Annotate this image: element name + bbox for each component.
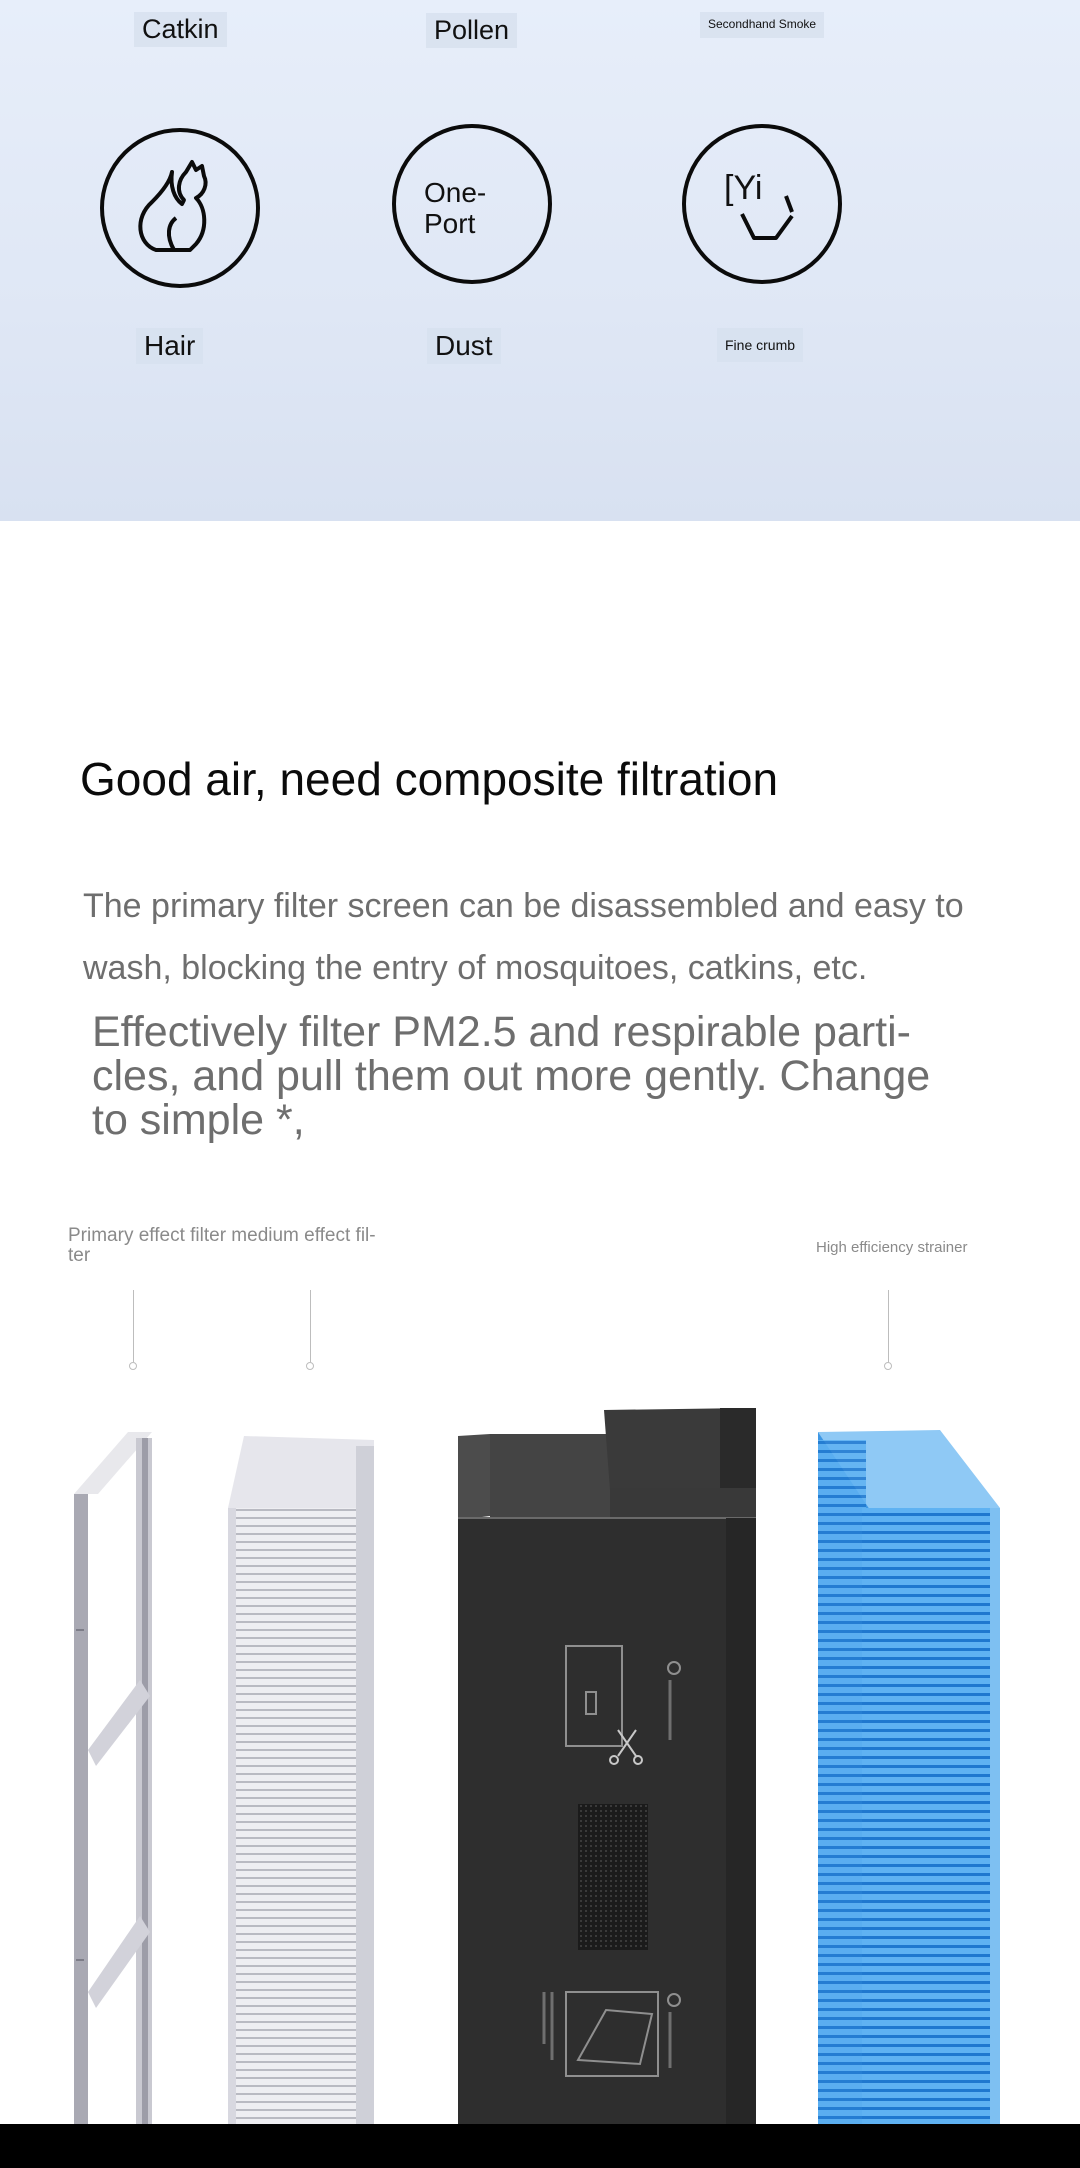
port-icon bbox=[392, 124, 552, 284]
leader-line-medium bbox=[310, 1290, 311, 1362]
leader-dot-medium bbox=[306, 1362, 314, 1370]
carbon-filter bbox=[458, 1408, 756, 2125]
label-primary-medium-filter: Primary effect filter medium effect fil-ter bbox=[68, 1225, 376, 1266]
leader-line-primary bbox=[133, 1290, 134, 1362]
cat-icon bbox=[100, 128, 260, 288]
leader-line-hepa bbox=[888, 1290, 889, 1362]
medium-filter-pleats bbox=[228, 1436, 374, 2125]
primary-filter-frame bbox=[74, 1432, 152, 2125]
label-high-efficiency-strainer: High efficiency strainer bbox=[816, 1239, 968, 1256]
leader-dot-hepa bbox=[884, 1362, 892, 1370]
smoke-icon-text: [Yi bbox=[724, 169, 763, 207]
label-secondhand-smoke: Secondhand Smoke bbox=[700, 12, 824, 38]
bottom-black-bar bbox=[0, 2124, 1080, 2168]
section-headline: Good air, need composite filtration bbox=[80, 753, 779, 805]
paragraph-primary-filter: The primary filter screen can be disassembled and easy to wash, blocking the entry of mosquitoes, catkins, etc. bbox=[83, 887, 964, 987]
label-hair: Hair bbox=[136, 328, 203, 364]
filter-stack-illustration bbox=[0, 1400, 1080, 2125]
leader-dot-primary bbox=[129, 1362, 137, 1370]
label-dust: Dust bbox=[427, 328, 501, 364]
hepa-filter-pleats bbox=[818, 1430, 1000, 2125]
port-icon-text: One- Port bbox=[424, 177, 487, 239]
pollutant-panel bbox=[0, 0, 1080, 521]
paragraph-pm25: Effectively filter PM2.5 and respirable parti-cles, and pull them out more gently. Change to simple *, bbox=[92, 1008, 931, 1144]
smoke-icon bbox=[682, 124, 842, 284]
label-fine-crumb: Fine crumb bbox=[717, 328, 803, 362]
label-catkin: Catkin bbox=[134, 12, 227, 47]
label-pollen: Pollen bbox=[426, 13, 517, 48]
